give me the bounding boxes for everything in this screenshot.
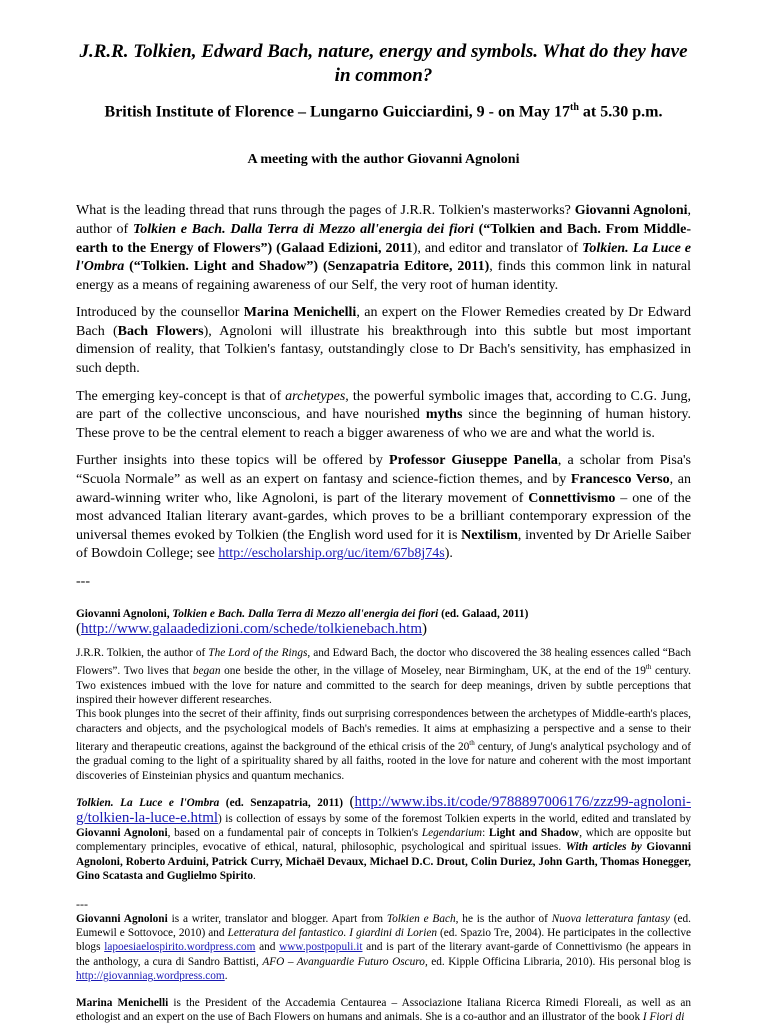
person-name: Marina Menichelli xyxy=(243,305,357,321)
meeting-heading: A meeting with the author Giovanni Agnoloni xyxy=(247,152,520,168)
text: , which are opposite but complementary principles, evocative of ethical, natural, philosophic, psychological and spiritual issues. xyxy=(76,827,691,854)
text: The emerging key-concept is that of xyxy=(76,388,286,404)
bio-separator: --- xyxy=(76,896,88,911)
text: J.R.R. Tolkien, the author of xyxy=(76,647,209,660)
subtitle-sup: th xyxy=(570,102,579,113)
person-name: Giovanni Agnoloni xyxy=(76,912,168,925)
text: . xyxy=(253,870,256,883)
page-title: J.R.R. Tolkien, Edward Bach, nature, energy and symbols. What do they have in common? xyxy=(79,41,688,86)
text: , author of xyxy=(76,203,691,237)
book1-description-2 xyxy=(76,707,691,783)
text: (ed. Spazio Tre, 2004). He participates in the collective blogs xyxy=(76,927,691,954)
book1-heading xyxy=(76,607,691,638)
emphasis: With articles by xyxy=(565,841,642,854)
text: ) xyxy=(422,621,428,638)
book-title: Letteratura del fantastico. I giardini di Lorien xyxy=(227,927,438,940)
text: , finds this common link in natural energy as a means of regaining awareness of our Self, the very root of human identity. xyxy=(76,259,691,293)
term: myths xyxy=(425,407,463,423)
text: is a writer, translator and blogger. Apart from xyxy=(167,912,387,925)
text: This book plunges into the secret of their affinity, finds out surprising correspondences between the archetypes of Middle-earth's places, characters and objects, and the psychological models of Bach's remedies. It aims at emphasizing a perspective and a sense to their literary and therapeutic creations, against the background of the ethical crisis of the 20 xyxy=(76,708,691,753)
text: and is part of the literary avant-garde of Connettivismo (he appears in the anthology, a cura di Sandro Battisti, xyxy=(76,941,691,968)
term: Legendarium xyxy=(421,827,483,840)
book-title: Tolkien e Bach. Dalla Terra di Mezzo all'energia dei fiori xyxy=(172,608,439,621)
text: ). xyxy=(444,546,453,562)
archetypes-paragraph xyxy=(76,388,691,444)
person-name: Marina Menichelli xyxy=(76,996,169,1009)
text: , a scholar from Pisa's “Scuola Normale” as well as an expert on fantasy and science-fiction themes, and by xyxy=(76,453,692,488)
galaad-link[interactable]: http://www.galaadedizioni.com/schede/tolkienebach.htm xyxy=(81,621,423,638)
text: , the powerful symbolic images that, according to C.G. Jung, are part of the collective unconscious, and have nourished xyxy=(76,388,691,423)
document-page xyxy=(76,40,691,1024)
person-name: Professor Giuseppe Panella xyxy=(389,453,558,469)
superscript: th xyxy=(645,663,652,672)
term: Nextilism xyxy=(461,527,518,543)
emphasis: began xyxy=(192,665,221,678)
text: century, of Jung's analytical psychology and of the gradual coming to the light of a spirituality shared by all faiths, rooted in the love for nature and coherent with the most important discoveries of Einsteinian physics and quantum mechanics. xyxy=(76,740,691,782)
book-title: The Lord of the Rings xyxy=(208,647,308,660)
book-title: I Fiori di xyxy=(642,1011,685,1024)
text: , invented by Dr Arielle Saiber of Bowdoin College; see xyxy=(76,527,691,562)
book-translation: (“Tolkien and Bach. From Middle-earth to the Energy of Flowers”) (Galaad Edizioni, 2011 xyxy=(76,221,691,256)
book-publisher: (ed. Galaad, 2011) xyxy=(438,608,529,621)
text: – one of the most advanced Italian literary avant-gardes, which proves to be a brilliant contemporary expression of the universal themes evoked by Tolkien (the English word used for it is xyxy=(76,490,691,543)
person-name: Francesco Verso xyxy=(570,472,670,488)
text: one beside the other, in the village of Moseley, near Birmingham, UK, at the end of the 19 xyxy=(220,665,646,678)
ibs-link[interactable]: http://www.ibs.it/code/9788897006176/zzz99-agnoloni-g/tolkien-la-luce-e.html xyxy=(76,794,691,826)
person-name: Giovanni Agnoloni xyxy=(76,827,168,840)
book1-description-1 xyxy=(76,646,691,707)
text: century. Two existences imbued with the love for nature and committed to the search for deep meanings, driven by subtle perceptions that inspired their however different researches. xyxy=(76,665,691,706)
subtitle-time: at 5.30 p.m. xyxy=(578,103,663,121)
text: What is the leading thread that runs through the pages of J.R.R. Tolkien's masterworks? xyxy=(76,203,575,219)
text: ) is collection of essays by some of the foremost Tolkien experts in the world, edited and translated by xyxy=(218,812,691,825)
text: , an award-winning writer who, like Agnoloni, is part of the literary movement of xyxy=(76,472,692,506)
text: , an expert on the Flower Remedies created by Dr Edward Bach ( xyxy=(76,305,692,339)
text: ( xyxy=(349,794,355,811)
text: (ed. Eumewil e Sottovoce, 2010) and xyxy=(76,912,691,940)
book-title: Nuova letteratura fantasy xyxy=(551,912,670,925)
superscript: th xyxy=(469,739,475,748)
text: , based on a fundamental pair of concepts in Tolkien's xyxy=(167,827,422,840)
contributors: Giovanni Agnoloni, Roberto Arduini, Patrick Curry, Michaël Devaux, Michael D.C. Drout, Colin Duriez, John Garth, Thomas Honegger, Gino Scatasta and Guglielmo Spirito xyxy=(76,841,692,883)
text: , ed. Kipple Officina Libraria, 2010). His personal blog is xyxy=(424,955,691,968)
lapoesia-link[interactable]: lapoesiaelospirito.wordpress.com xyxy=(104,941,256,954)
text: ), Agnoloni will illustrate his breakthrough into this subtle but most important dimension of reality, that Tolkien's fantasy, outstandingly close to Dr Bach's sensitivity, has emphasized in such depth. xyxy=(76,323,691,377)
subtitle-text: British Institute of Florence – Lungarno Guicciardini, 9 - on May 17 xyxy=(104,103,570,121)
book-title: Tolkien e Bach. Dalla Terra di Mezzo all'energia dei fiori xyxy=(132,221,474,237)
book-title: AFO – Avanguardie Futuro Oscuro xyxy=(262,955,425,968)
text: ), and editor and translator of xyxy=(412,240,583,256)
bio-agnoloni xyxy=(76,912,691,984)
book-publisher: (ed. Senzapatria, 2011) xyxy=(219,797,350,810)
author-name: Giovanni Agnoloni xyxy=(574,203,688,219)
term: Connettivismo xyxy=(528,490,616,506)
term: Bach Flowers xyxy=(117,323,204,339)
term: Light and Shadow xyxy=(488,827,580,840)
term: archetypes xyxy=(285,388,346,404)
counsellor-paragraph xyxy=(76,304,691,378)
text: ( xyxy=(76,621,81,638)
book-translation: (“Tolkien. Light and Shadow”) (Senzapatria Editore, 2011) xyxy=(124,259,490,275)
book-title: Tolkien. La Luce e l'Ombra xyxy=(76,240,692,275)
personal-blog-link[interactable]: http://giovanniag.wordpress.com xyxy=(76,970,225,983)
separator: --- xyxy=(76,574,90,590)
insights-paragraph xyxy=(76,452,691,564)
text: Introduced by the counsellor xyxy=(76,305,244,321)
book-title: Tolkien. La Luce e l'Ombra xyxy=(76,797,220,810)
text: is the President of the Accademia Centaurea – Associazione Italiana Ricerca Rimedi Floreali, as well as an ethologist and an expert on the use of Bach Flowers on humans and animals. She is a co-author and an illustrator of the book xyxy=(76,996,692,1024)
text: : xyxy=(482,827,489,840)
postpopuli-link[interactable]: www.postpopuli.it xyxy=(279,941,363,954)
text: since the beginning of human history. These prove to be the central element to reach a bigger awareness of who we are and what the world is. xyxy=(76,407,692,441)
event-subtitle xyxy=(76,102,691,121)
bio-menichelli xyxy=(76,996,691,1024)
text: Further insights into these topics will be offered by xyxy=(76,453,390,469)
book2-paragraph xyxy=(76,795,691,883)
text: , he is the author of xyxy=(455,912,552,925)
book-title: Tolkien e Bach xyxy=(386,912,456,925)
escholarship-link[interactable]: http://escholarship.org/uc/item/67b8j74s xyxy=(218,546,445,562)
intro-paragraph xyxy=(76,202,691,295)
book-author: Giovanni Agnoloni, xyxy=(76,608,173,621)
text: and xyxy=(255,941,280,954)
text: , and Edward Bach, the doctor who discovered the 38 healing essences called “Bach Flowers”. Two lives that xyxy=(76,647,691,678)
text: . xyxy=(224,970,228,983)
